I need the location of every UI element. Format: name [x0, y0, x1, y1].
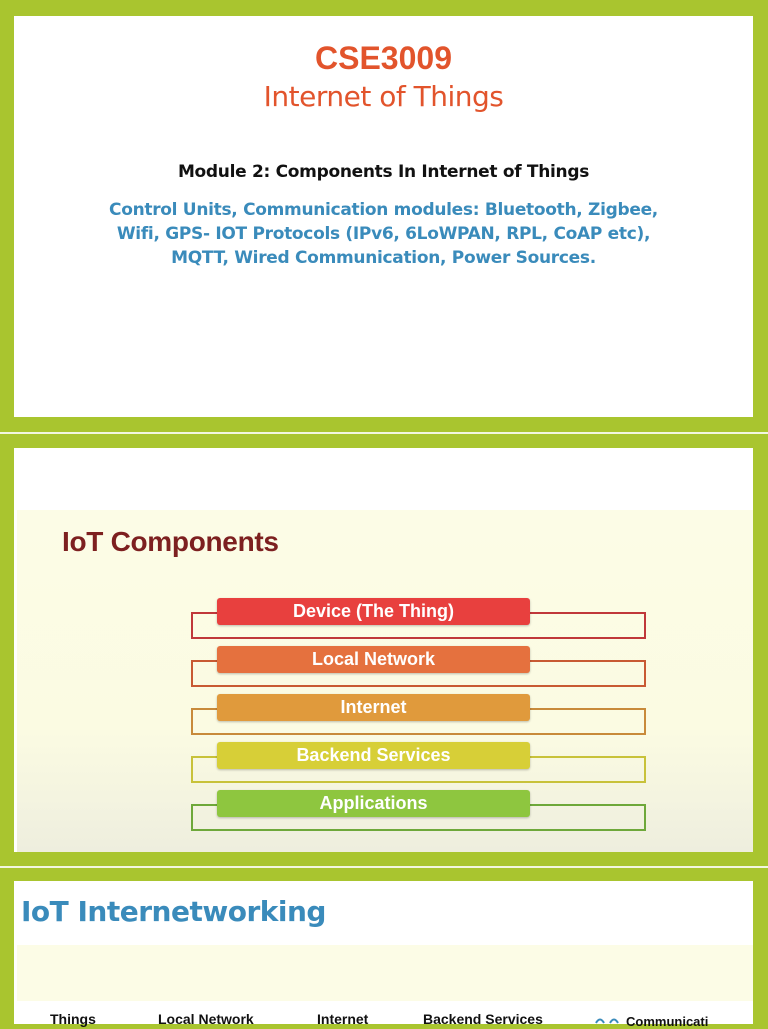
communication-label: Communicati: [626, 1014, 709, 1029]
components-title: IoT Components: [62, 526, 279, 557]
column-backend-services: Backend Services: [423, 1011, 543, 1027]
slide-divider: [0, 866, 768, 868]
layer-device: Device (The Thing): [217, 598, 530, 625]
internetworking-title: IoT Internetworking: [21, 895, 326, 928]
column-local-network: Local Network: [158, 1011, 254, 1027]
layer-applications: Applications: [217, 790, 530, 817]
communication-waves-icon: [594, 1015, 622, 1024]
course-code: CSE3009: [315, 40, 452, 76]
topics-line: Wifi, GPS- IOT Protocols (IPv6, 6LoWPAN, RPL, CoAP etc),: [116, 224, 651, 244]
layer-local-network: Local Network: [217, 646, 530, 673]
internetworking-slide: [14, 881, 753, 1029]
column-internet: Internet: [317, 1011, 369, 1027]
course-name: Internet of Things: [263, 80, 504, 113]
components-diagram: [17, 510, 753, 852]
components-slide: [14, 448, 753, 852]
topics-line: Control Units, Communication modules: Bluetooth, Zigbee,: [109, 200, 658, 220]
title-slide: [14, 16, 753, 417]
slide-divider: [0, 432, 768, 434]
module-topics: [54, 198, 713, 270]
layer-backend-services: Backend Services: [217, 742, 530, 769]
module-title: Module 2: Components In Internet of Things: [177, 162, 590, 182]
topics-line: MQTT, Wired Communication, Power Sources.: [171, 248, 596, 268]
layer-internet: Internet: [217, 694, 530, 721]
column-things: Things: [50, 1011, 96, 1027]
